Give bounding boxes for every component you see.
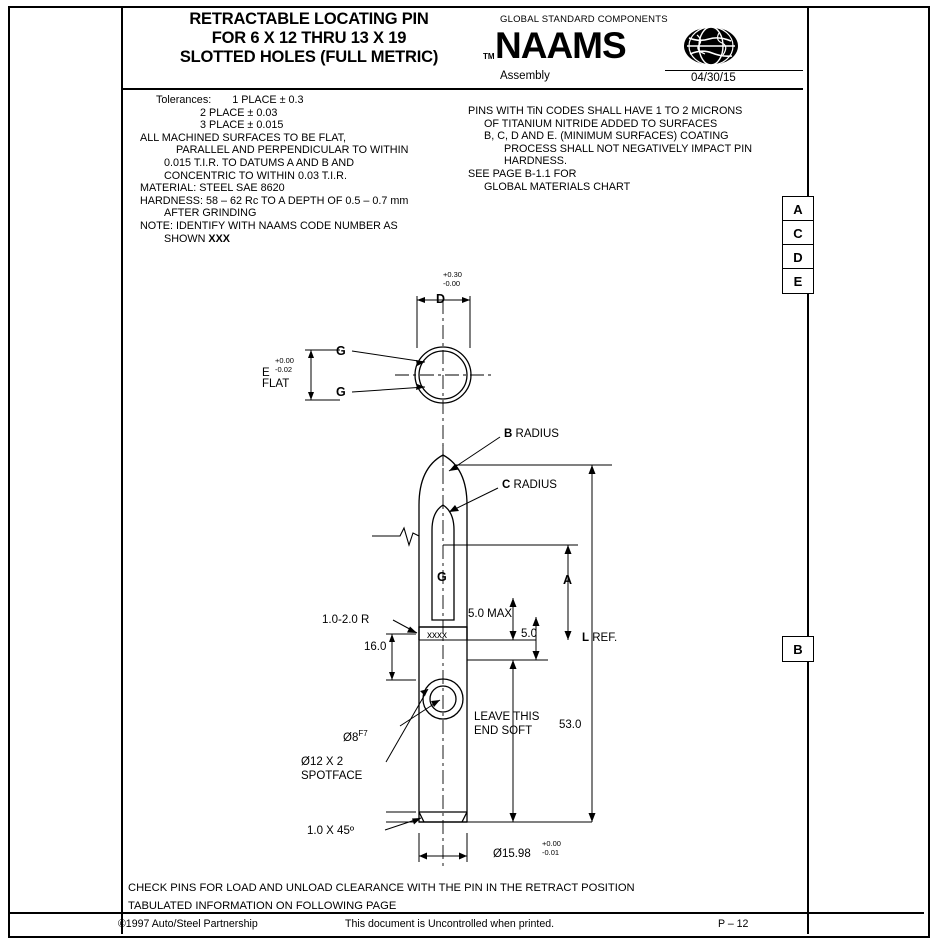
bottom-note-1: CHECK PINS FOR LOAD AND UNLOAD CLEARANCE WITH THE PIN IN THE RETRACT POSITION bbox=[128, 882, 635, 894]
global-standard-components-label: GLOBAL STANDARD COMPONENTS bbox=[500, 14, 668, 25]
marking-xxxx: xxxx bbox=[427, 630, 447, 641]
note-identify: NOTE: IDENTIFY WITH NAAMS CODE NUMBER AS bbox=[140, 219, 398, 232]
bottom-diameter: Ø15.98 bbox=[493, 848, 531, 860]
trademark-mark: TM bbox=[483, 52, 495, 61]
e-tolerance-minus: -0.02 bbox=[275, 365, 293, 374]
note-after-grinding: AFTER GRINDING bbox=[164, 207, 257, 220]
note-machined-2: PARALLEL AND PERPENDICULAR TO WITHIN bbox=[176, 144, 409, 157]
footer-center-text: This document is Uncontrolled when printed. bbox=[345, 918, 555, 930]
bottom-note-2: TABULATED INFORMATION ON FOLLOWING PAGE bbox=[128, 900, 397, 912]
assembly-label: Assembly bbox=[500, 70, 550, 82]
dimension-5: 5.0 bbox=[521, 628, 537, 640]
dimension-53: 53.0 bbox=[559, 719, 582, 731]
note-machined-1: ALL MACHINED SURFACES TO BE FLAT, bbox=[140, 131, 346, 144]
footer-copyright: ©1997 Auto/Steel Partnership bbox=[118, 918, 258, 930]
note-shown-code: XXX bbox=[208, 232, 230, 245]
e-tolerance-plus: +0.00 bbox=[275, 356, 294, 365]
naams-logo-text: NAAMS bbox=[495, 25, 626, 66]
l-ref-text: REF. bbox=[589, 632, 618, 644]
dimension-5-max: 5.0 MAX bbox=[468, 608, 513, 620]
chamfer-note: 1.0 X 45º bbox=[307, 825, 355, 837]
tolerance-1: 1 PLACE ± 0.3 bbox=[232, 94, 304, 106]
footer-page-number: P – 12 bbox=[718, 918, 749, 930]
note-tin-5: HARDNESS. bbox=[504, 155, 567, 168]
note-tin-1: PINS WITH TiN CODES SHALL HAVE 1 TO 2 MICRONS bbox=[468, 105, 743, 117]
dimension-e-label: E bbox=[262, 367, 270, 379]
dimension-d-label: D bbox=[436, 292, 446, 306]
tolerance-3: 3 PLACE ± 0.015 bbox=[200, 119, 284, 132]
title-line-2: FOR 6 X 12 THRU 13 X 19 bbox=[211, 29, 407, 47]
c-radius-letter: C bbox=[502, 479, 511, 491]
note-tin-2: OF TITANIUM NITRIDE ADDED TO SURFACES bbox=[484, 117, 718, 130]
note-machined-3: 0.015 T.I.R. TO DATUMS A AND B AND bbox=[164, 156, 355, 169]
note-hardness: HARDNESS: 58 – 62 Rc TO A DEPTH OF 0.5 – 0.7 mm bbox=[140, 194, 409, 207]
datum-tab-b[interactable]: B bbox=[782, 636, 814, 662]
footer-rule bbox=[10, 912, 924, 914]
b-radius-text: RADIUS bbox=[512, 428, 559, 440]
g-label-top: G bbox=[336, 344, 346, 358]
note-materials-chart: GLOBAL MATERIALS CHART bbox=[484, 180, 631, 193]
title-line-1: RETRACTABLE LOCATING PIN bbox=[189, 10, 429, 28]
datum-tab-e[interactable]: E bbox=[782, 268, 814, 294]
leave-soft-line1: LEAVE THIS bbox=[474, 711, 540, 723]
d-tolerance-minus: -0.00 bbox=[443, 279, 461, 288]
note-shown: SHOWN bbox=[164, 232, 209, 245]
tolerances-heading: Tolerances: bbox=[156, 94, 212, 106]
date-rule bbox=[665, 70, 803, 71]
notes-left bbox=[140, 94, 470, 245]
hole-8-fit: F7 bbox=[358, 729, 368, 738]
notes-right bbox=[468, 105, 788, 193]
leave-soft-line2: END SOFT bbox=[474, 725, 533, 737]
globe-icon bbox=[683, 26, 739, 66]
bottom-dia-tol-minus: -0.01 bbox=[542, 848, 560, 857]
c-radius-text: RADIUS bbox=[510, 479, 557, 491]
datum-tab-d[interactable]: D bbox=[782, 244, 814, 270]
tolerance-2: 2 PLACE ± 0.03 bbox=[200, 106, 278, 119]
g-label-body: G bbox=[437, 570, 447, 584]
note-seepage: SEE PAGE B-1.1 FOR bbox=[468, 167, 577, 180]
bottom-dia-tol-plus: +0.00 bbox=[542, 839, 561, 848]
naams-block bbox=[495, 8, 803, 88]
g-label-bottom: G bbox=[336, 385, 346, 399]
revision-date: 04/30/15 bbox=[691, 72, 736, 84]
d-tolerance-plus: +0.30 bbox=[443, 270, 462, 279]
b-radius-letter: B bbox=[504, 428, 513, 440]
title-block bbox=[123, 8, 803, 90]
dimension-a-label: A bbox=[563, 573, 573, 587]
spotface-label: SPOTFACE bbox=[301, 770, 363, 782]
datum-tab-c[interactable]: C bbox=[782, 220, 814, 246]
note-machined-4: CONCENTRIC TO WITHIN 0.03 T.I.R. bbox=[164, 169, 347, 182]
spotface-dia: Ø12 X 2 bbox=[301, 756, 344, 768]
title-line-3: SLOTTED HOLES (FULL METRIC) bbox=[179, 48, 439, 66]
dimension-16: 16.0 bbox=[364, 641, 387, 653]
drawing-title bbox=[123, 10, 495, 67]
e-flat-label: FLAT bbox=[262, 378, 290, 390]
l-ref-letter: L bbox=[582, 632, 590, 644]
hole-diameter-8: Ø8 bbox=[343, 731, 359, 744]
note-tin-3: B, C, D AND E. (MINIMUM SURFACES) COATING bbox=[484, 130, 729, 143]
datum-tab-a[interactable]: A bbox=[782, 196, 814, 222]
radius-note: 1.0-2.0 R bbox=[322, 614, 370, 626]
note-material: MATERIAL: STEEL SAE 8620 bbox=[140, 182, 285, 195]
note-tin-4: PROCESS SHALL NOT NEGATIVELY IMPACT PIN bbox=[504, 142, 752, 155]
